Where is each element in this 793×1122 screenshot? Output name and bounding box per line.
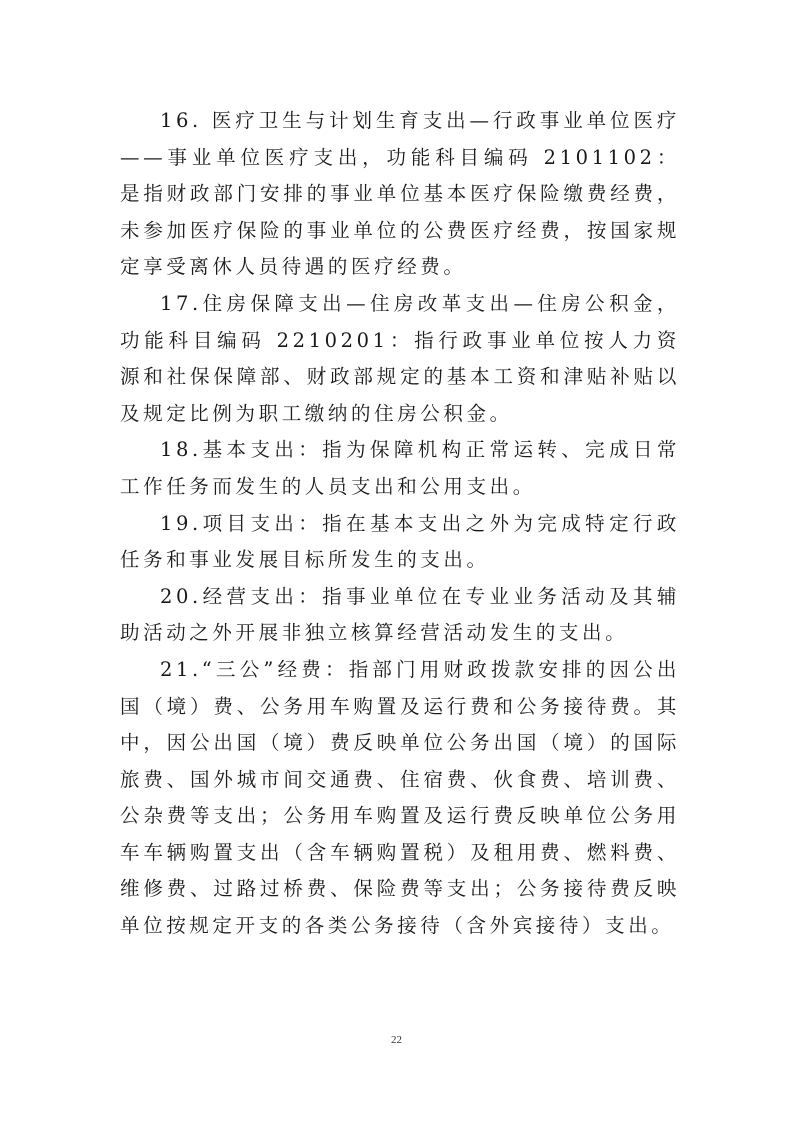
paragraph-18-basic-expenditure: 18.基本支出：指为保障机构正常运转、完成日常工作任务而发生的人员支出和公用支出。 (120, 438, 680, 498)
paragraph-19-project-expenditure: 19.项目支出：指在基本支出之外为完成特定行政任务和事业发展目标所发生的支出。 (120, 511, 680, 572)
paragraph-20-operating-expenditure: 20.经营支出：指事业单位在专业业务活动及其辅助活动之外开展非独立核算经营活动发生的支出。 (120, 584, 680, 645)
page-number: 22 (391, 1034, 402, 1046)
body-text (120, 103, 680, 945)
paragraph-17-housing-fund: 17.住房保障支出—住房改革支出—住房公积金，功能科目编码 2210201：指行政事业单位按人力资源和社保保障部、财政部规定的基本工资和津贴补贴以及规定比例为职工缴纳的住房公积金。 (120, 291, 680, 425)
paragraph-16-medical-expenditure: 16. 医疗卫生与计划生育支出—行政事业单位医疗——事业单位医疗支出，功能科目编码 2101102：是指财政部门安排的事业单位基本医疗保险缴费经费，未参加医疗保险的事业单位的公费医疗经费，按国家规定享受离休人员待遇的医疗经费。 (120, 109, 680, 279)
paragraph-21-three-public-expenses: 21.“三公”经费：指部门用财政拨款安排的因公出国（境）费、公务用车购置及运行费和公务接待费。其中，因公出国（境）费反映单位公务出国（境）的国际旅费、国外城市间交通费、住宿费、伙食费、培训费、公杂费等支出；公务用车购置及运行费反映单位公务用车车辆购置支出（含车辆购置税）及租用费、燃料费、维修费、过路过桥费、保险费等支出；公务接待费反映单位按规定开支的各类公务接待（含外宾接待）支出。 (120, 657, 680, 938)
